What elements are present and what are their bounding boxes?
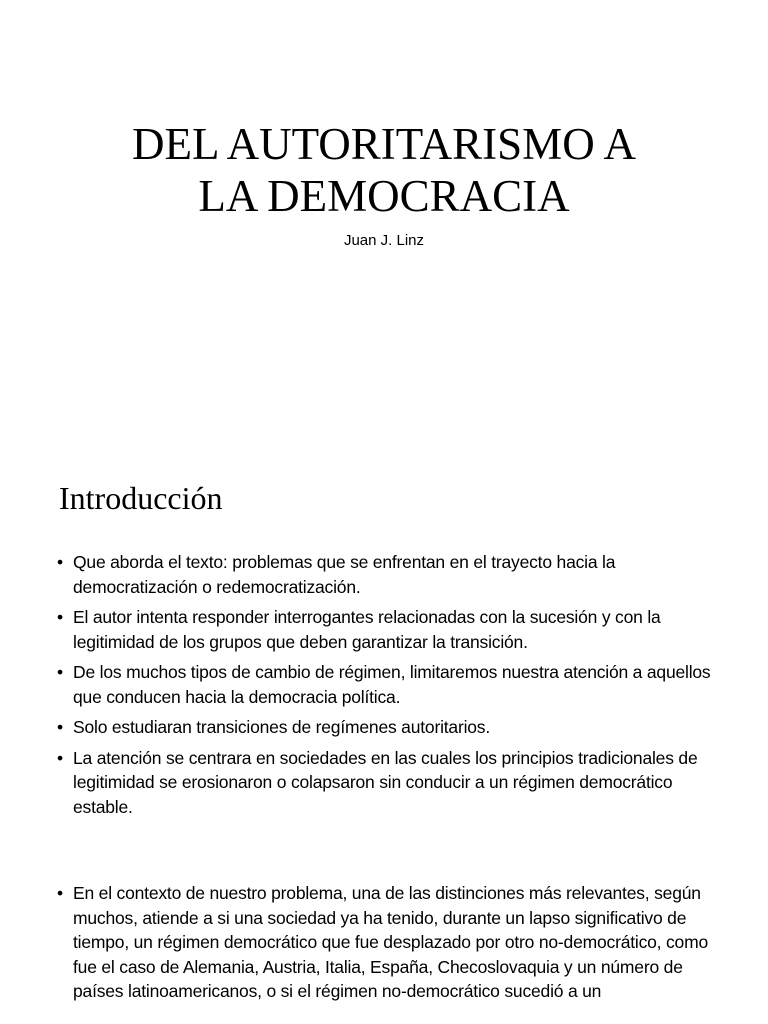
title-line-1: DEL AUTORITARISMO A — [132, 119, 636, 169]
bullet-text: Que aborda el texto: problemas que se enfrentan en el trayecto hacia la democratización o redemocratización. — [73, 552, 616, 597]
continued-bullet-list — [57, 881, 717, 1010]
title-slide — [0, 0, 768, 430]
list-item — [57, 746, 717, 820]
list-item — [57, 881, 717, 1004]
bullet-icon: • — [57, 717, 63, 737]
section-heading: Introducción — [59, 480, 223, 516]
bullet-list — [57, 550, 717, 825]
bullet-icon: • — [57, 662, 63, 682]
bullet-text: El autor intenta responder interrogantes relacionadas con la sucesión y con la legitimidad de los grupos que deben garantizar la transición. — [73, 607, 661, 652]
bullet-text: De los muchos tipos de cambio de régimen, limitaremos nuestra atención a aquellos que conducen hacia la democracia política. — [73, 662, 711, 707]
bullet-icon: • — [57, 747, 63, 768]
title-line-2: LA DEMOCRACIA — [198, 171, 570, 221]
bullet-text: En el contexto de nuestro problema, una de las distinciones más relevantes, según muchos, atiende a si una sociedad ya ha tenido, durante un lapso significativo de tiempo, un régimen democrático que fue desplazado por otro no-democrático, como fue el caso de Alemania, Austria, Italia, España, Checoslovaquia y un número de países latinoamericanos, o si el régimen no-democrático sucedió a un — [73, 883, 708, 1001]
bullet-text: La atención se centrara en sociedades en las cuales los principios tradicionales de legitimidad se erosionaron o colapsaron sin conducir a un régimen democrático estable. — [73, 747, 698, 817]
intro-slide — [0, 430, 768, 1024]
bullet-icon: • — [57, 552, 63, 572]
list-item — [57, 550, 717, 599]
author-name: Juan J. Linz — [343, 232, 425, 249]
bullet-icon: • — [57, 883, 63, 903]
bullet-text: Solo estudiaran transiciones de regímenes autoritarios. — [73, 717, 491, 737]
list-item — [57, 715, 717, 740]
list-item — [57, 605, 717, 654]
bullet-icon: • — [57, 607, 63, 627]
presentation-title — [0, 118, 768, 222]
list-item — [57, 660, 717, 709]
